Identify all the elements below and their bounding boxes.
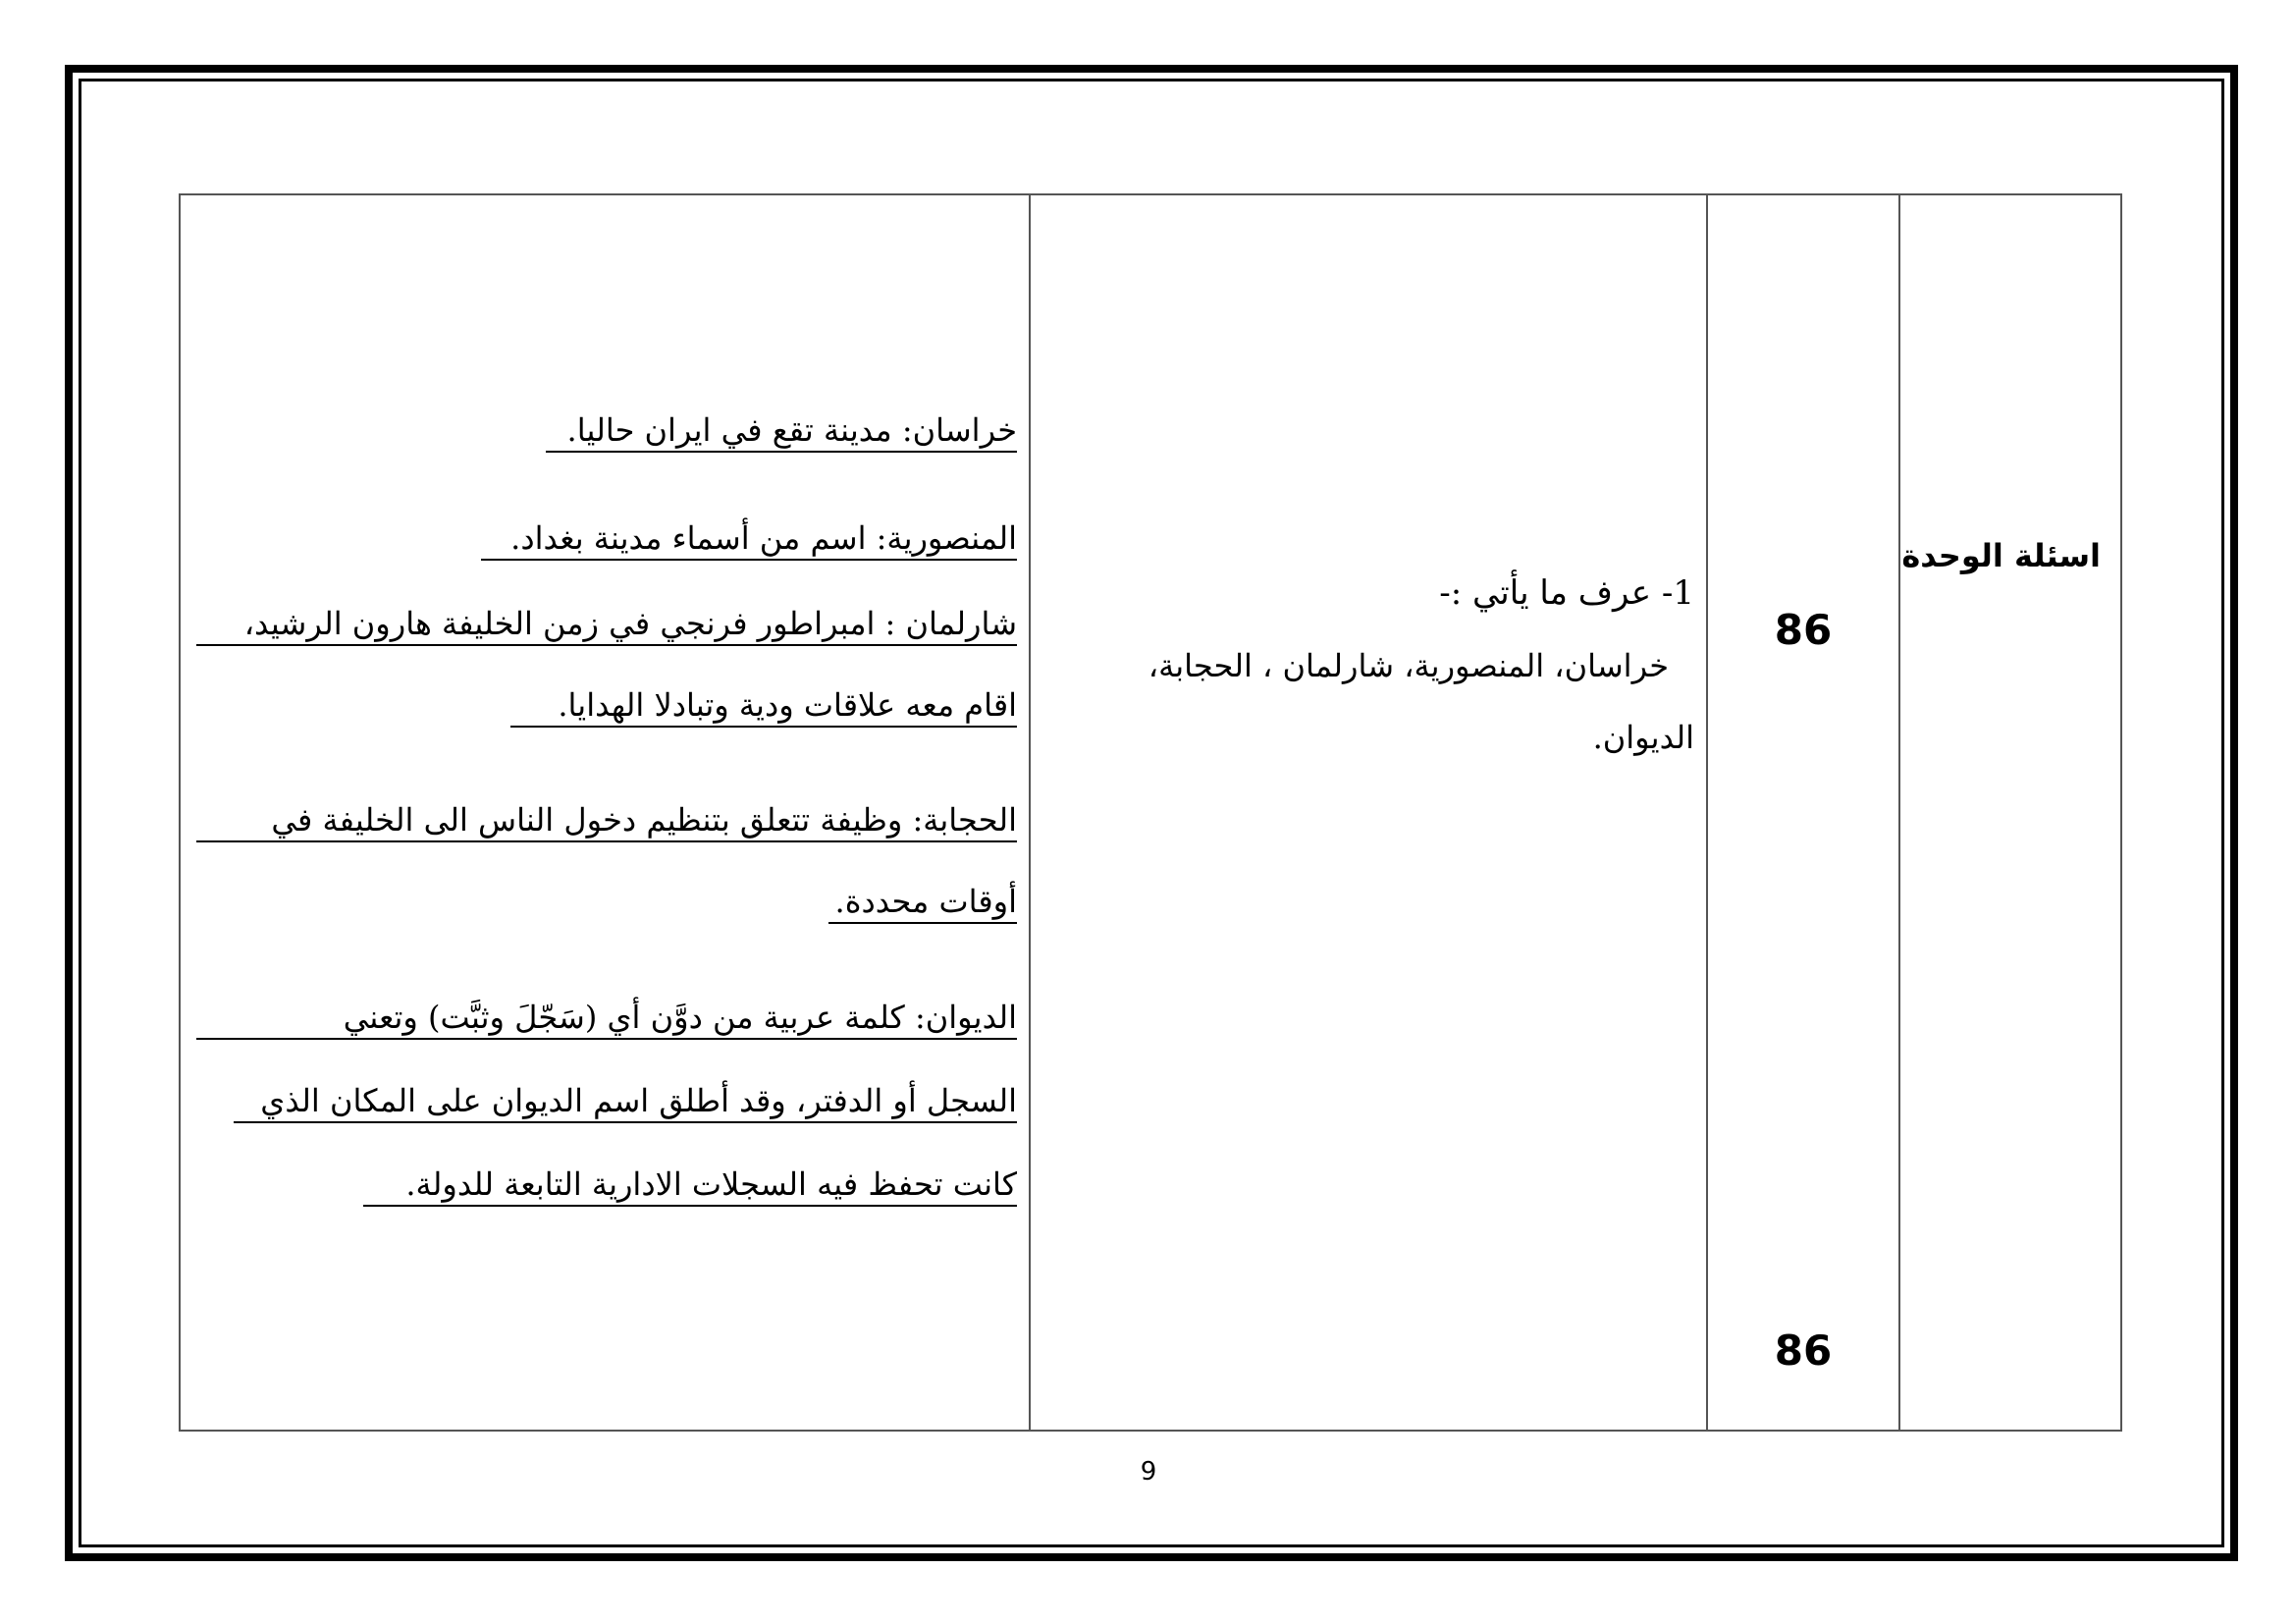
page-ref-top: 86 [1774,606,1833,654]
page-ref-bottom: 86 [1774,1326,1833,1375]
question-line: خراسان، المنصورية، شارلمان ، الحجابة، [1148,647,1669,684]
unit-questions-label: اسئلة الوحدة [1901,537,2101,574]
unit-questions-table [179,193,2122,1432]
footer-page-number: 9 [1140,1457,1157,1487]
question-column [1031,195,1708,1430]
answer-line: كانت تحفظ فيه السجلات الادارية التابعة للدولة. [363,1165,1017,1207]
question-line: 1- عرف ما يأتي :- [1439,573,1694,613]
question-line: الديوان. [1592,719,1694,756]
answer-line: الحجابة: وظيفة تتعلق بتنظيم دخول الناس الى الخليفة في [196,801,1017,842]
answer-line: شارلمان : امبراطور فرنجي في زمن الخليفة هارون الرشيد، [196,605,1017,646]
answer-line: السجل أو الدفتر، وقد أطلق اسم الديوان على المكان الذي [234,1082,1017,1123]
answer-line: اقام معه علاقات ودية وتبادلا الهدايا. [510,686,1017,728]
answer-line: المنصورية: اسم من أسماء مدينة بغداد. [481,519,1017,561]
answer-line: الديوان: كلمة عربية من دوَّن أي (سَجّلَ وثبَّت) وتعني [196,999,1017,1040]
answers-column [181,195,1031,1430]
page-ref-column [1708,195,1900,1430]
label-column [1900,195,2124,1430]
answer-line: أوقات محددة. [828,883,1017,924]
answer-line: خراسان: مدينة تقع في ايران حاليا. [546,411,1017,453]
